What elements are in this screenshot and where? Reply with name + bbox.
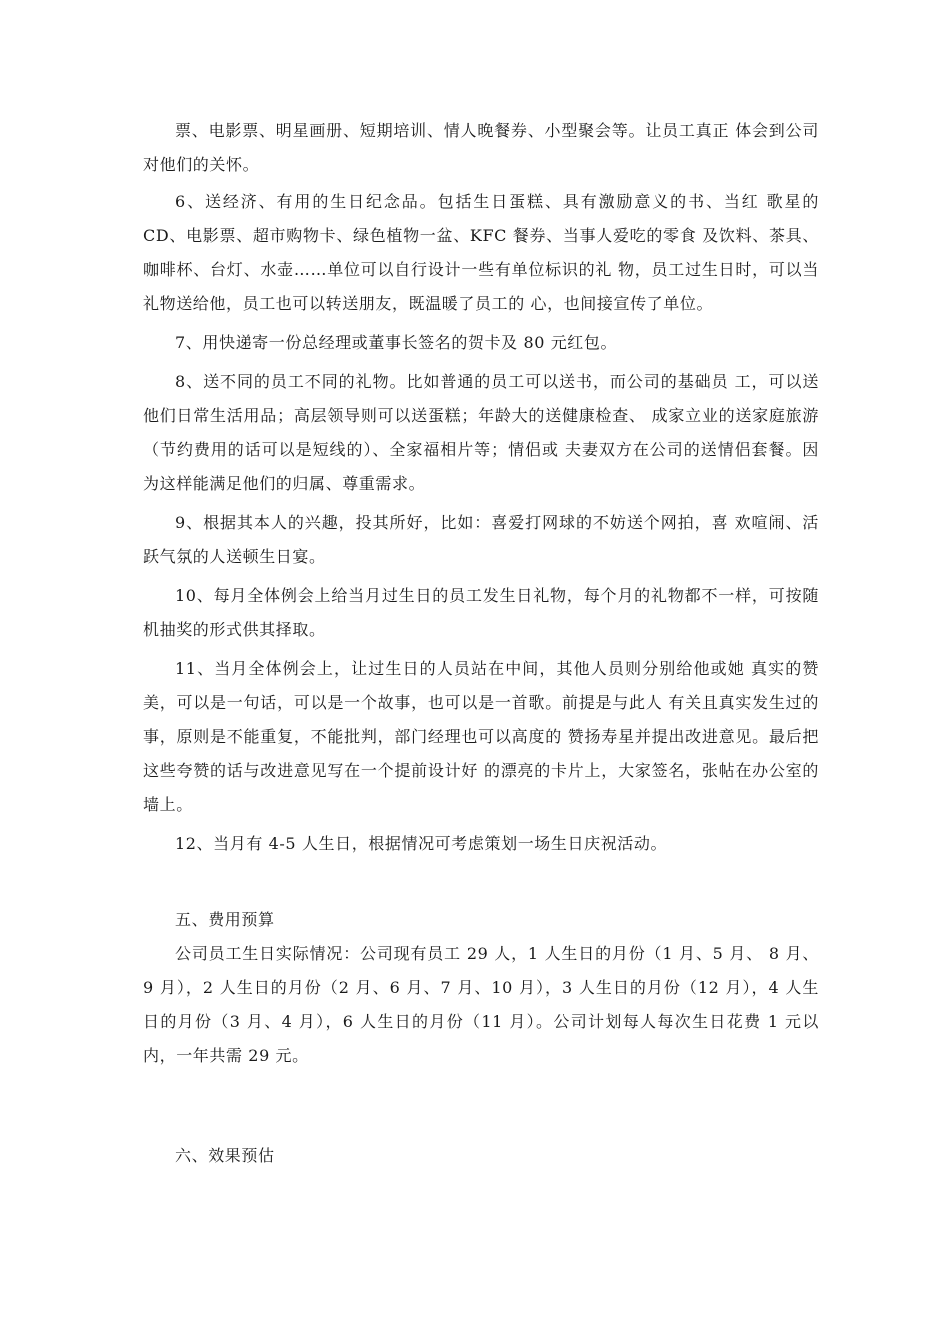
paragraph-item-10: 10、每月全体例会上给当月过生日的员工发生日礼物，每个月的礼物都不一样，可按随机抽奖的形式供其择取。	[143, 586, 819, 639]
paragraph-item-9: 9、根据其本人的兴趣，投其所好，比如：喜爱打网球的不妨送个网拍，喜 欢喧闹、活跃气氛的人送顿生日宴。	[143, 513, 819, 566]
section-heading-effect-estimate: 六、效果预估	[175, 1146, 275, 1165]
paragraph-item-6: 6、送经济、有用的生日纪念品。包括生日蛋糕、具有激励意义的书、当红 歌星的 CD、电影票、超市购物卡、绿色植物一盆、KFC 餐券、当事人爱吃的零食 及饮料、茶具、咖啡杯、台灯、水壶……单位可以自行设计一些有单位标识的礼 物，员工过生日时，可以当礼物送给他，员工也可以转送朋友，既温暖了员工的 心，也间接宣传了单位。	[143, 192, 819, 313]
paragraph-gift-list-continued: 票、电影票、明星画册、短期培训、情人晚餐券、小型聚会等。让员工真正 体会到公司对他们的关怀。	[143, 121, 819, 174]
paragraph-item-8: 8、送不同的员工不同的礼物。比如普通的员工可以送书，而公司的基础员 工，可以送他们日常生活用品；高层领导则可以送蛋糕；年龄大的送健康检查、 成家立业的送家庭旅游（节约费用的话可以是短线的）、全家福相片等；情侣或 夫妻双方在公司的送情侣套餐。因为这样能满足他们的归属、尊重需求。	[143, 372, 819, 493]
paragraph-item-7: 7、用快递寄一份总经理或董事长签名的贺卡及 80 元红包。	[175, 333, 618, 352]
paragraph-item-11: 11、当月全体例会上，让过生日的人员站在中间，其他人员则分别给他或她 真实的赞美，可以是一句话，可以是一个故事，也可以是一首歌。前提是与此人 有关且真实发生过的事，原则是不能重复，不能批判，部门经理也可以高度的 赞扬寿星并提出改进意见。最后把这些夸赞的话与改进意见写在一个提前设计好 的漂亮的卡片上，大家签名，张帖在办公室的墙上。	[143, 659, 819, 814]
document-body	[143, 114, 819, 1173]
section-heading-budget: 五、费用预算	[175, 910, 275, 929]
paragraph-budget-details: 公司员工生日实际情况：公司现有员工 29 人，1 人生日的月份（1 月、5 月、 8 月、9 月），2 人生日的月份（2 月、6 月、7 月、10 月），3 人生日的月份（12 月），4 人生日的月份（3 月、4 月），6 人生日的月份（11 月）。公司计划每人每次生日花费 1 元以内，一年共需 29 元。	[143, 944, 819, 1065]
paragraph-item-12: 12、当月有 4-5 人生日，根据情况可考虑策划一场生日庆祝活动。	[175, 834, 668, 853]
